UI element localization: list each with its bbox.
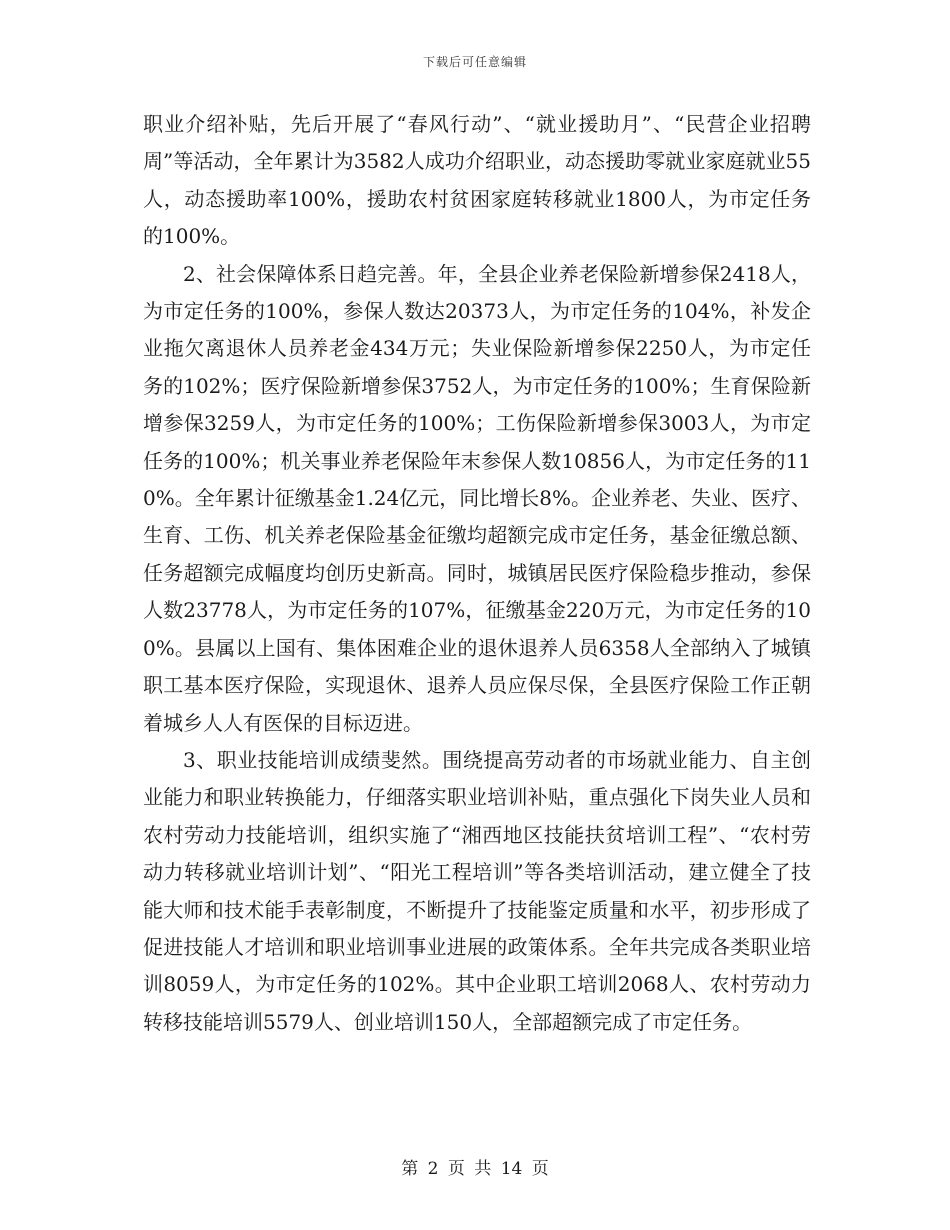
paragraph-social-security: 2、社会保障体系日趋完善。年，全县企业养老保险新增参保2418人，为市定任务的100%，参保人数达20373人，为市定任务的104%，补发企业拖欠离退休人员养老金434万元；失业保险新增参保2250人，为市定任务的102%；医疗保险新增参保3752人，为市定任务的100%；生育保险新增参保3259人，为市定任务的100%；工伤保险新增参保3003人，为市定任务的100%；机关事业养老保险年末参保人数10856人，为市定任务的110%。全年累计征缴基金1.24亿元，同比增长8%。企业养老、失业、医疗、生育、工伤、机关养老保险基金征缴均超额完成市定任务，基金征缴总额、任务超额完成幅度均创历史新高。同时，城镇居民医疗保险稳步推动，参保人数23778人，为市定任务的107%，征缴基金220万元，为市定任务的100%。县属以上国有、集体困难企业的退休退养人员6358人全部纳入了城镇职工基本医疗保险，实现退休、退养人员应保尽保，全县医疗保险工作正朝着城乡人人有医保的目标迈进。 [143,261,811,735]
paragraph-skills-training: 3、职业技能培训成绩斐然。围绕提高劳动者的市场就业能力、自主创业能力和职业转换能力，仔细落实职业培训补贴，重点强化下岗失业人员和农村劳动力技能培训，组织实施了“湘西地区技能扶贫培训工程”、“农村劳动力转移就业培训计划”、“阳光工程培训”等各类培训活动，建立健全了技能大师和技术能手表彰制度，不断提升了技能鉴定质量和水平，初步形成了促进技能人才培训和职业培训事业进展的政策体系。全年共完成各类职业培训8059人，为市定任务的102%。其中企业职工培训2068人、农村劳动力转移技能培训5579人、创业培训150人，全部超额完成了市定任务。 [143,747,811,1034]
paragraph-continued: 职业介绍补贴，先后开展了“春风行动”、“就业援助月”、“民营企业招聘周”等活动，全年累计为3582人成功介绍职业，动态援助零就业家庭就业55人，动态援助率100%，援助农村贫困家庭转移就业1800人，为市定任务的100%。 [143,112,811,249]
document-body [143,106,811,1041]
page-header: 下载后可任意编辑 [422,55,527,69]
page-number-footer: 第 2 页 共 14 页 [401,1159,549,1179]
